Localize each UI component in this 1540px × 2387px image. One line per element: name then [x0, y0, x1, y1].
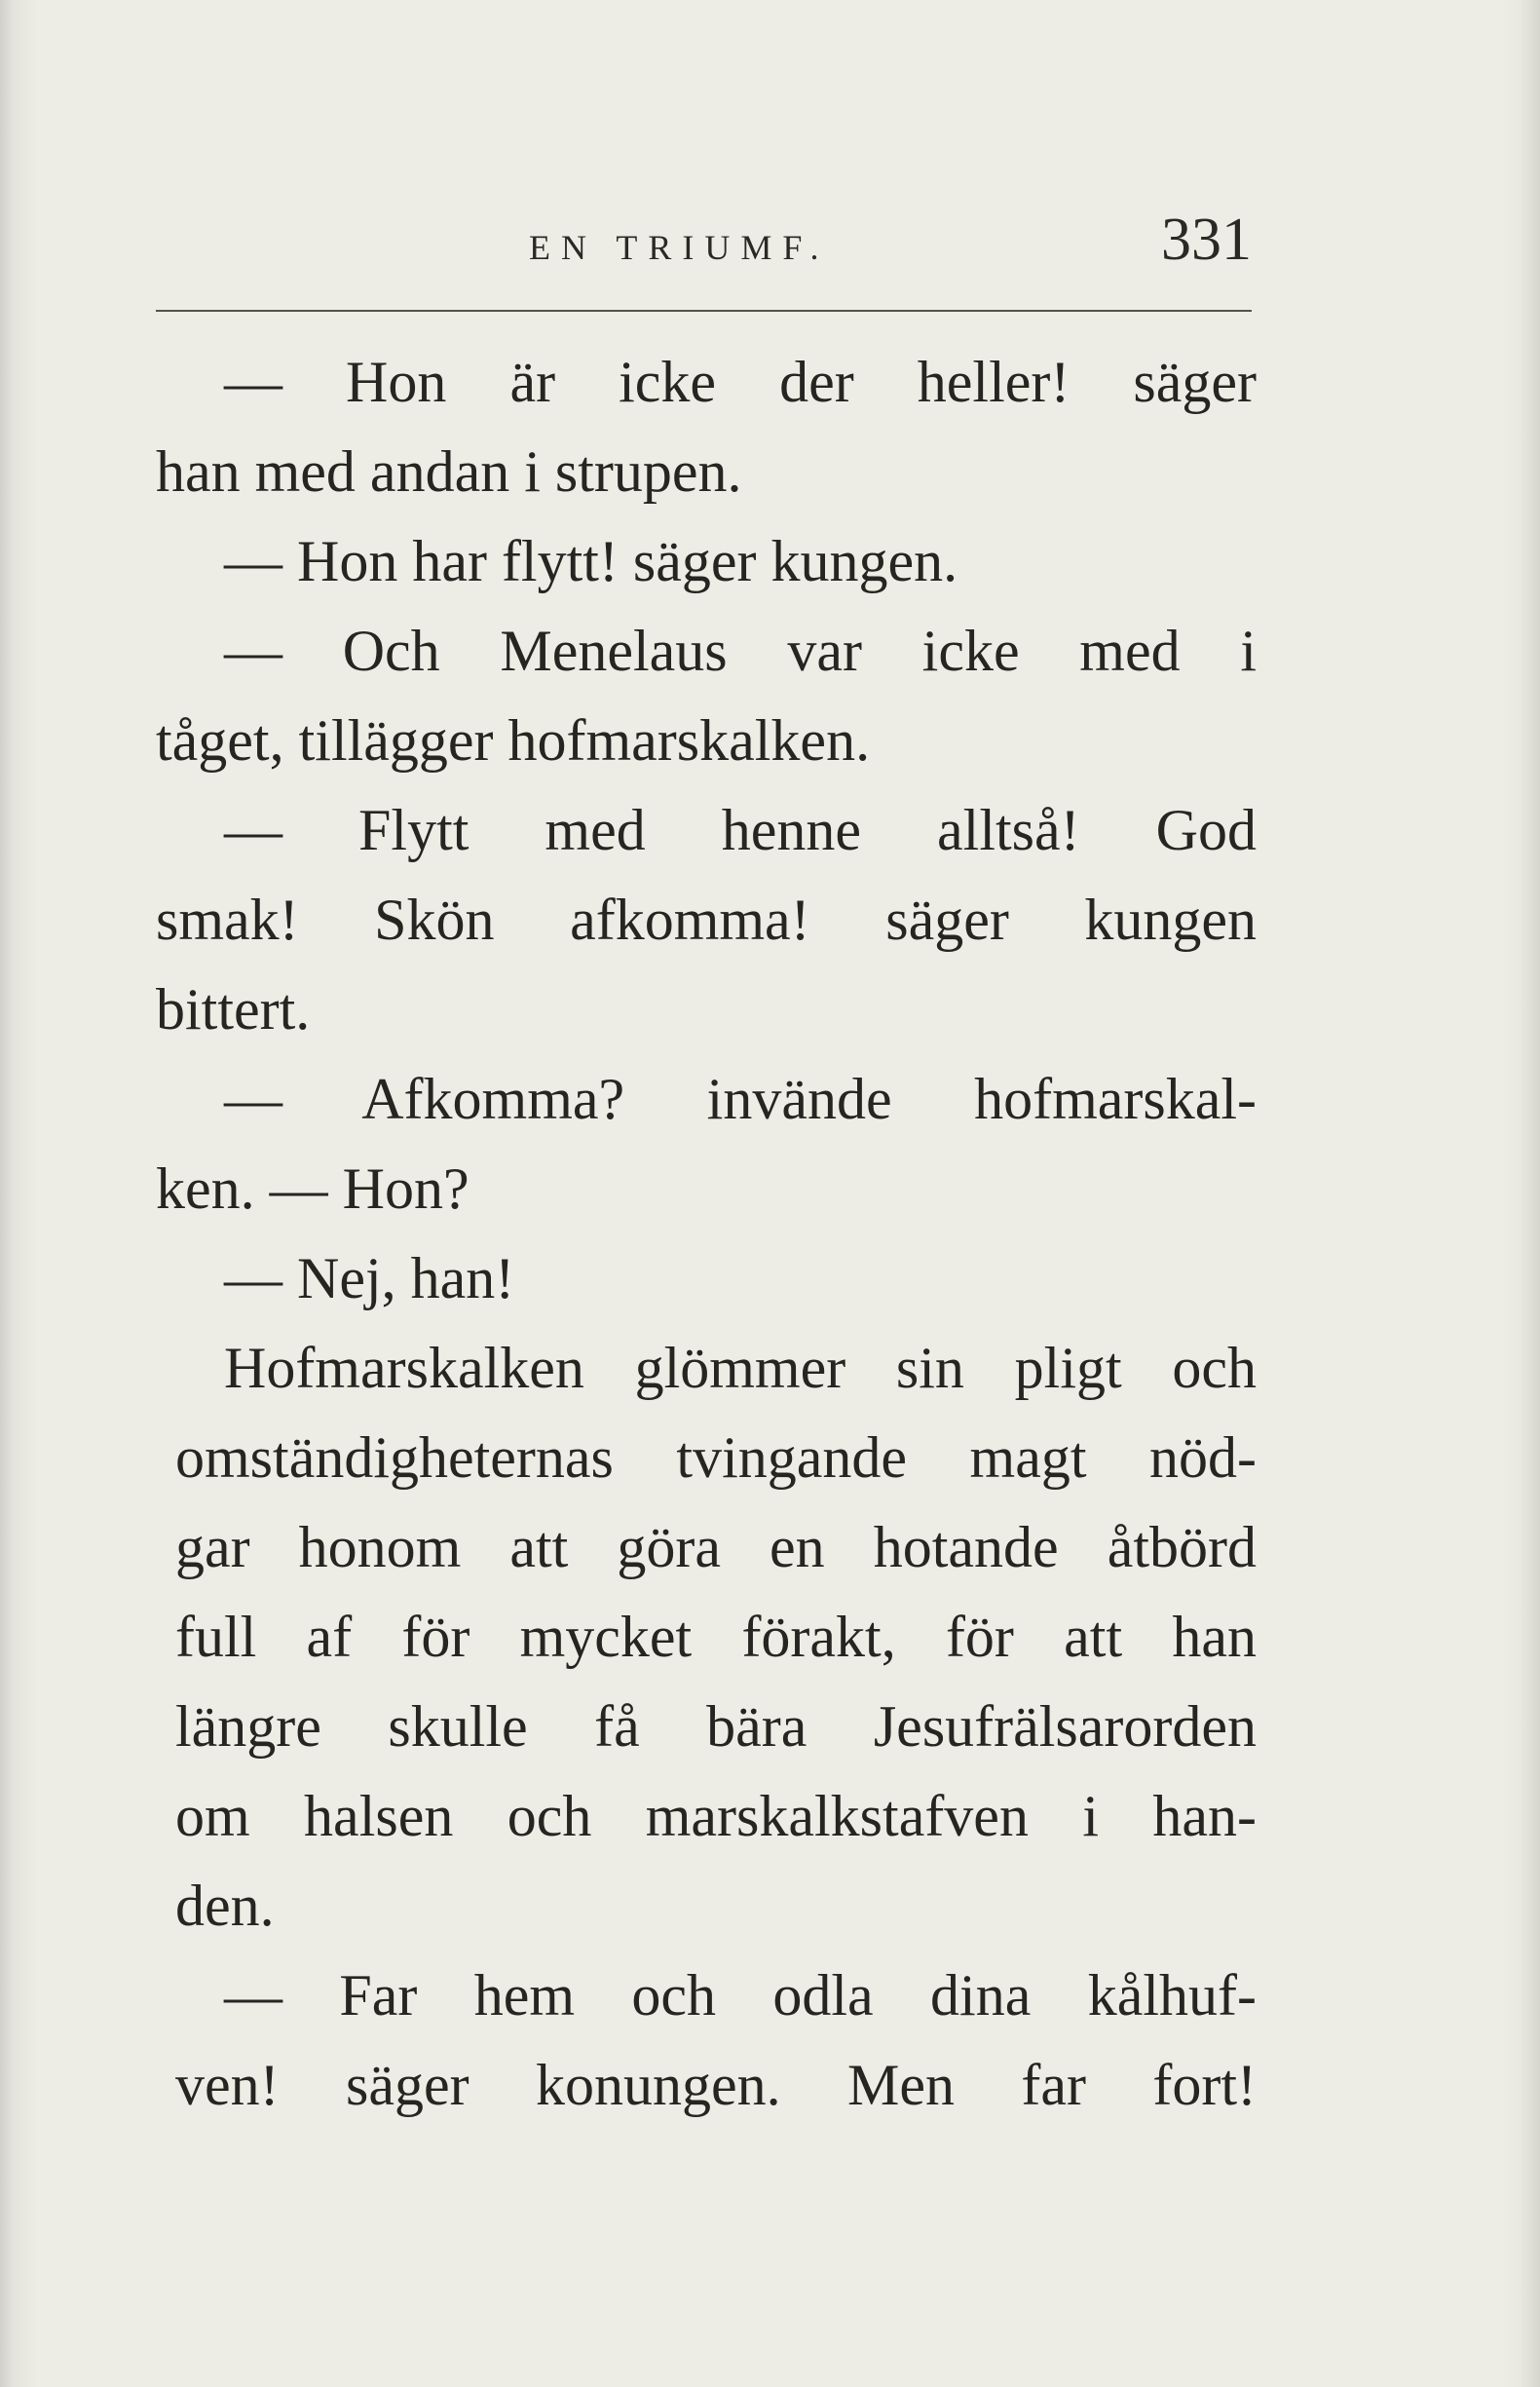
- text-line: längre skulle få bära Jesufrälsarorden: [175, 1694, 1257, 1759]
- text-line: ken. — Hon?: [156, 1156, 470, 1221]
- text-line: — Och Menelaus var icke med i: [224, 619, 1257, 683]
- text-line: — Hon har flytt! säger kungen.: [224, 529, 958, 593]
- text-line: om halsen och marskalkstafven i han-: [175, 1784, 1257, 1848]
- header-rule: [156, 310, 1252, 312]
- text-line: — Nej, han!: [224, 1246, 515, 1310]
- page-header: [156, 200, 1252, 278]
- text-line: — Far hem och odla dina kålhuf-: [224, 1963, 1257, 2027]
- text-line: — Hon är icke der heller! säger: [224, 350, 1257, 414]
- text-line: ven! säger konungen. Men far fort!: [175, 2053, 1257, 2117]
- text-line: den.: [175, 1874, 275, 1938]
- body-text: [156, 337, 1257, 2130]
- page-number: 331: [1161, 207, 1252, 273]
- text-line: han med andan i strupen.: [156, 439, 742, 504]
- text-line: Hofmarskalken glömmer sin pligt och: [224, 1336, 1257, 1400]
- text-line: omständigheternas tvingande magt nöd-: [175, 1425, 1257, 1490]
- text-line: — Flytt med henne alltså! God: [224, 798, 1257, 862]
- text-line: tåget, tillägger hofmarskalken.: [156, 708, 871, 773]
- running-title: EN TRIUMF.: [529, 228, 830, 267]
- text-line: smak! Skön afkomma! säger kungen: [156, 888, 1257, 952]
- text-line: — Afkomma? invände hofmarskal-: [224, 1067, 1257, 1131]
- text-line: gar honom att göra en hotande åtbörd: [175, 1515, 1257, 1579]
- text-line: bittert.: [156, 977, 311, 1042]
- text-line: full af för mycket förakt, för att han: [175, 1605, 1257, 1669]
